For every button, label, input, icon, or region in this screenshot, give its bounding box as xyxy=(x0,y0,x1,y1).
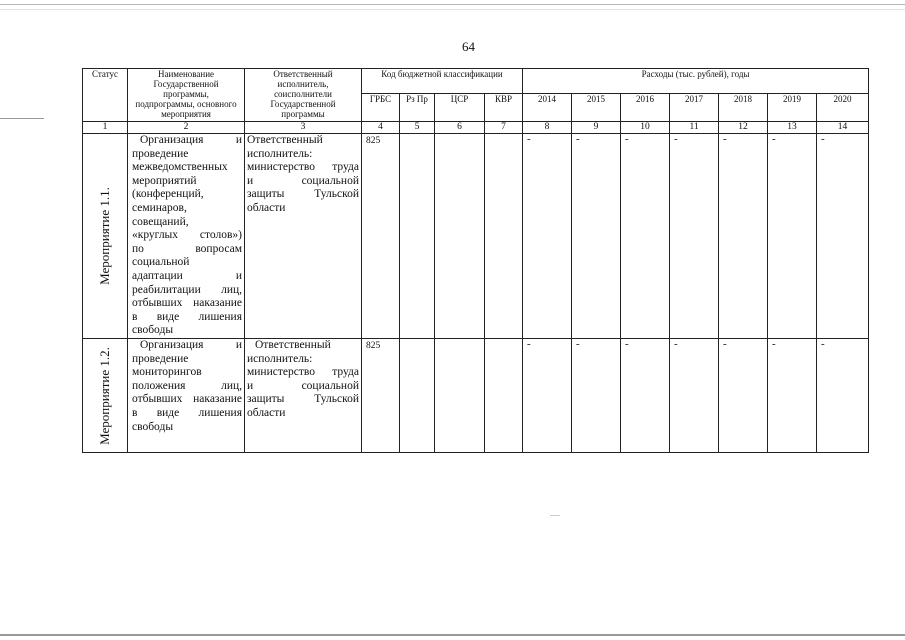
header-name-line: Наименование xyxy=(157,69,215,79)
text-line: исполнитель: xyxy=(247,147,313,160)
column-number: 4 xyxy=(362,122,400,134)
text-line: в виде лишения xyxy=(132,406,242,419)
column-number: 1 xyxy=(83,122,128,134)
text-line: в виде лишения xyxy=(132,310,242,323)
header-name-line: Государственной xyxy=(153,79,219,89)
text-line: и социальной xyxy=(247,379,359,392)
column-number: 8 xyxy=(523,122,572,134)
expense-cell: - xyxy=(719,339,768,453)
text-line: и социальной xyxy=(247,174,359,187)
text-line: Ответственный xyxy=(247,134,323,146)
column-number: 7 xyxy=(485,122,523,134)
expense-cell: - xyxy=(572,339,621,453)
column-number: 12 xyxy=(719,122,768,134)
expense-cell: - xyxy=(670,134,719,339)
text-line: Ответственный xyxy=(255,339,331,351)
status-cell xyxy=(83,134,128,339)
page-number: 64 xyxy=(462,39,475,54)
grbs-cell: 825 xyxy=(362,134,400,339)
header-year: 2018 xyxy=(719,94,768,122)
bottom-rule xyxy=(0,634,905,636)
expense-cell: - xyxy=(817,134,869,339)
column-number: 10 xyxy=(621,122,670,134)
text-line: семинаров, xyxy=(132,201,187,214)
text-line: министерство труда xyxy=(247,366,359,379)
header-responsible-line: Ответственный xyxy=(273,69,333,79)
expense-cell: - xyxy=(768,339,817,453)
responsible-cell xyxy=(245,339,362,453)
header-year: 2020 xyxy=(817,94,869,122)
grbs-cell: 825 xyxy=(362,339,400,453)
header-expenses: Расходы (тыс. рублей), годы xyxy=(523,69,869,94)
text-line: Организация и xyxy=(140,134,242,146)
text-line: проведение xyxy=(132,147,189,160)
csr-cell xyxy=(435,339,485,453)
text-line: «круглых столов») xyxy=(132,229,242,242)
column-number: 9 xyxy=(572,122,621,134)
column-number: 13 xyxy=(768,122,817,134)
status-label: Мероприятие 1.2. xyxy=(97,346,112,445)
table-row xyxy=(83,339,869,453)
header-year: 2016 xyxy=(621,94,670,122)
header-year: 2015 xyxy=(572,94,621,122)
expense-cell: - xyxy=(670,339,719,453)
header-responsible-line: Государственной xyxy=(270,99,336,109)
csr-cell xyxy=(435,134,485,339)
column-number: 14 xyxy=(817,122,869,134)
text-line: министерство труда xyxy=(247,161,359,174)
column-number: 2 xyxy=(128,122,245,134)
text-line: Организация и xyxy=(140,339,242,351)
text-line: социальной xyxy=(132,256,190,269)
text-line: межведомственных xyxy=(132,161,228,174)
text-line: положения лиц, xyxy=(132,379,242,392)
header-status-label: Статус xyxy=(92,69,118,79)
header-budget-code: Код бюджетной классификации xyxy=(362,69,523,94)
header-row-1 xyxy=(83,69,869,94)
kvr-cell xyxy=(485,339,523,453)
column-number: 11 xyxy=(670,122,719,134)
rzpr-cell xyxy=(400,339,435,453)
top-rule xyxy=(0,4,905,5)
text-line: мероприятий xyxy=(132,174,197,187)
expense-cell: - xyxy=(523,134,572,339)
expense-cell: - xyxy=(768,134,817,339)
text-line: реабилитации лиц, xyxy=(132,283,242,296)
text-line: исполнитель: xyxy=(247,352,313,365)
header-year: 2017 xyxy=(670,94,719,122)
text-line: свободы xyxy=(132,420,174,433)
header-responsible-line: соисполнители xyxy=(274,89,332,99)
text-line: отбывших наказание xyxy=(132,297,242,310)
text-line: проведение xyxy=(132,352,189,365)
header-responsible xyxy=(245,69,362,122)
text-line: защиты Тульской xyxy=(247,188,359,201)
header-status xyxy=(83,69,128,122)
left-margin-mark xyxy=(0,118,44,119)
header-grbs: ГРБС xyxy=(362,94,400,122)
expense-cell: - xyxy=(621,339,670,453)
status-label: Мероприятие 1.1. xyxy=(97,187,112,285)
name-cell xyxy=(128,134,245,339)
column-number-row xyxy=(83,122,869,134)
column-number: 5 xyxy=(400,122,435,134)
text-line: области xyxy=(247,406,286,419)
rzpr-cell xyxy=(400,134,435,339)
text-line: совещаний, xyxy=(132,215,189,228)
responsible-cell xyxy=(245,134,362,339)
header-name-line: подпрограммы, основного xyxy=(135,99,237,109)
expense-cell: - xyxy=(719,134,768,339)
expense-cell: - xyxy=(621,134,670,339)
budget-table xyxy=(82,68,869,453)
text-line: по вопросам xyxy=(132,242,242,255)
column-number: 3 xyxy=(245,122,362,134)
expense-cell: - xyxy=(817,339,869,453)
text-line: отбывших наказание xyxy=(132,393,242,406)
text-line: свободы xyxy=(132,324,174,337)
name-cell xyxy=(128,339,245,453)
header-csr: ЦСР xyxy=(435,94,485,122)
header-rzpr: Рз Пр xyxy=(400,94,435,122)
text-line: адаптации и xyxy=(132,269,242,282)
top-rule-faint xyxy=(0,9,905,10)
header-responsible-line: исполнитель, xyxy=(277,79,329,89)
text-line: области xyxy=(247,201,286,214)
header-name-line: программы, xyxy=(163,89,209,99)
status-cell xyxy=(83,339,128,453)
header-responsible-line: программы xyxy=(281,109,325,119)
header-name xyxy=(128,69,245,122)
kvr-cell xyxy=(485,134,523,339)
header-kvr: КВР xyxy=(485,94,523,122)
header-year: 2014 xyxy=(523,94,572,122)
text-line: защиты Тульской xyxy=(247,393,359,406)
header-year: 2019 xyxy=(768,94,817,122)
header-name-line: мероприятия xyxy=(161,109,211,119)
column-number: 6 xyxy=(435,122,485,134)
scan-artifact-mark xyxy=(550,515,560,516)
expense-cell: - xyxy=(572,134,621,339)
table-row xyxy=(83,134,869,339)
text-line: (конференций, xyxy=(132,188,204,201)
text-line: мониторингов xyxy=(132,366,202,379)
expense-cell: - xyxy=(523,339,572,453)
